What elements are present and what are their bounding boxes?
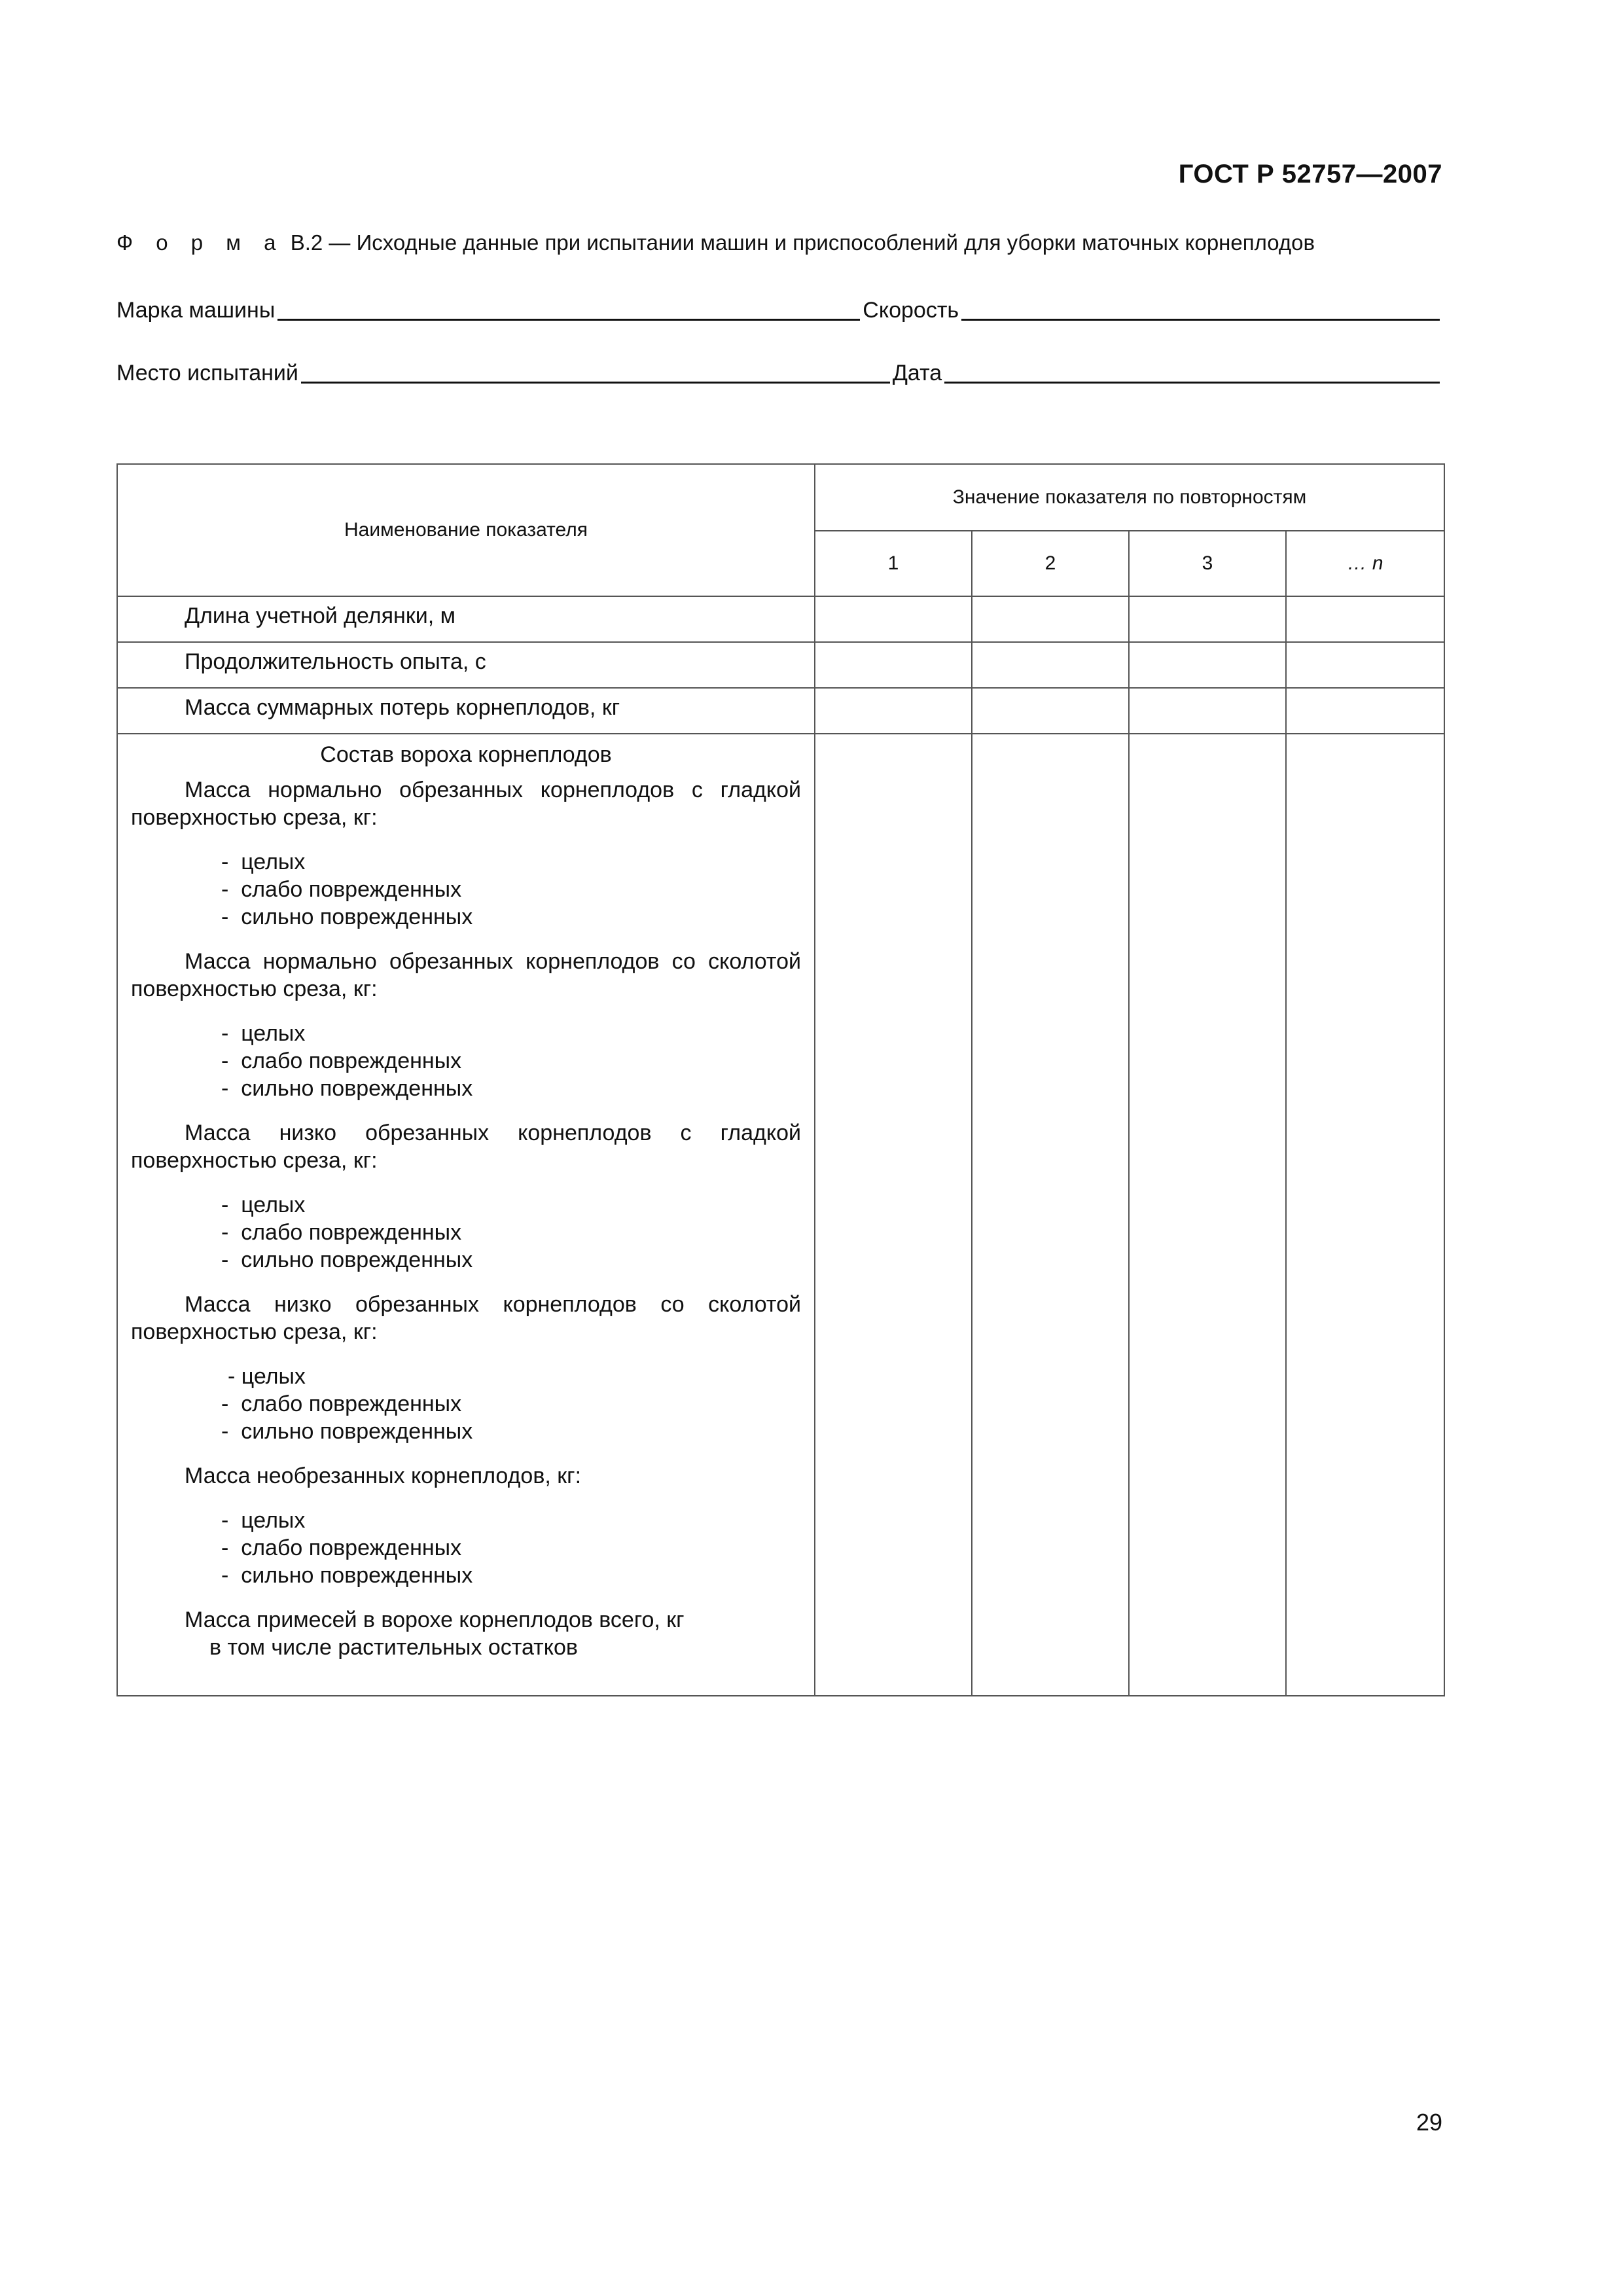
group-title: Масса низко обрезанных корнеплодов со сколотой поверхностью среза, кг: [131,1292,801,1344]
list-item: - слабо поврежденных [221,1220,462,1245]
value-cell[interactable] [815,734,972,1696]
col-header-repeat-3: 3 [1129,531,1286,596]
list-item: - целых [228,1364,306,1389]
list-item: - целых [221,1193,306,1217]
group-title: Масса нормально обрезанных корнеплодов с гладкой поверхностью среза, кг: [131,778,801,830]
date-label: Дата [892,361,942,386]
group-items [131,1020,801,1102]
value-cell[interactable] [1286,734,1444,1696]
value-cell[interactable] [1129,596,1286,642]
col-header-repeat-2: 2 [972,531,1129,596]
form-title [116,230,1458,255]
list-item: - слабо поврежденных [221,1049,462,1073]
list-item: - сильно поврежденных [221,1076,473,1101]
list-item: - сильно поврежденных [221,1247,473,1272]
date-field[interactable] [944,358,1440,384]
group-title: Масса необрезанных корнеплодов, кг: [185,1463,582,1488]
list-item: - слабо поврежденных [221,1535,462,1560]
page-number: 29 [1416,2109,1442,2136]
group-title: Масса нормально обрезанных корнеплодов со сколотой поверхностью среза, кг: [131,949,801,1001]
value-cell[interactable] [815,642,972,688]
col-header-repeat-n: … n [1286,531,1444,596]
test-place-label: Место испытаний [116,361,298,386]
list-item: - целых [221,850,306,874]
document-code: ГОСТ Р 52757—2007 [1178,160,1442,188]
table-row [117,688,1444,734]
composition-cell [117,734,815,1696]
list-item: - целых [221,1021,306,1046]
list-item: - сильно поврежденных [221,1563,473,1588]
machine-speed-line [116,291,1442,323]
machine-brand-field[interactable] [277,295,860,321]
group-items [131,1507,801,1589]
impurities-sub: в том числе растительных остатков [209,1635,578,1660]
value-cell[interactable] [972,642,1129,688]
col-header-values: Значение показателя по повторностям [815,464,1444,531]
group-items [131,848,801,931]
row-label [117,596,815,642]
row-label [117,642,815,688]
value-cell[interactable] [972,688,1129,734]
value-cell[interactable] [972,734,1129,1696]
list-item: - сильно поврежденных [221,905,473,929]
row-label-text: Масса суммарных потерь корнеплодов, кг [185,695,620,720]
table-row [117,596,1444,642]
list-item: - целых [221,1508,306,1533]
row-label-text: Длина учетной делянки, м [185,603,455,628]
value-cell[interactable] [815,596,972,642]
value-cell[interactable] [1286,688,1444,734]
value-cell[interactable] [815,688,972,734]
row-label [117,688,815,734]
value-cell[interactable] [1129,734,1286,1696]
composition-row [117,734,1444,1696]
group-title: Масса низко обрезанных корнеплодов с гладкой поверхностью среза, кг: [131,1121,801,1173]
list-item: - слабо поврежденных [221,877,462,902]
form-title-text: — Исходные данные при испытании машин и приспособлений для уборки маточных корнеплодов [329,230,1315,255]
value-cell[interactable] [1286,642,1444,688]
form-title-number: В.2 [290,230,323,255]
group-items [131,1191,801,1274]
list-item: - слабо поврежденных [221,1391,462,1416]
value-cell[interactable] [972,596,1129,642]
machine-brand-label: Марка машины [116,298,276,323]
speed-field[interactable] [961,295,1440,321]
impurities-title: Масса примесей в ворохе корнеплодов всего, кг [185,1607,685,1632]
value-cell[interactable] [1129,642,1286,688]
col-header-name: Наименование показателя [117,464,815,596]
test-data-table [116,463,1445,1696]
test-place-field[interactable] [301,358,890,384]
row-label-text: Продолжительность опыта, с [185,649,486,674]
form-title-prefix: Ф о р м а [116,230,285,255]
place-date-line [116,353,1442,386]
table-row [117,642,1444,688]
value-cell[interactable] [1129,688,1286,734]
list-item: - сильно поврежденных [221,1419,473,1444]
speed-label: Скорость [863,298,959,323]
value-cell[interactable] [1286,596,1444,642]
group-items [131,1363,801,1445]
composition-title: Состав вороха корнеплодов [320,742,612,767]
col-header-repeat-1: 1 [815,531,972,596]
